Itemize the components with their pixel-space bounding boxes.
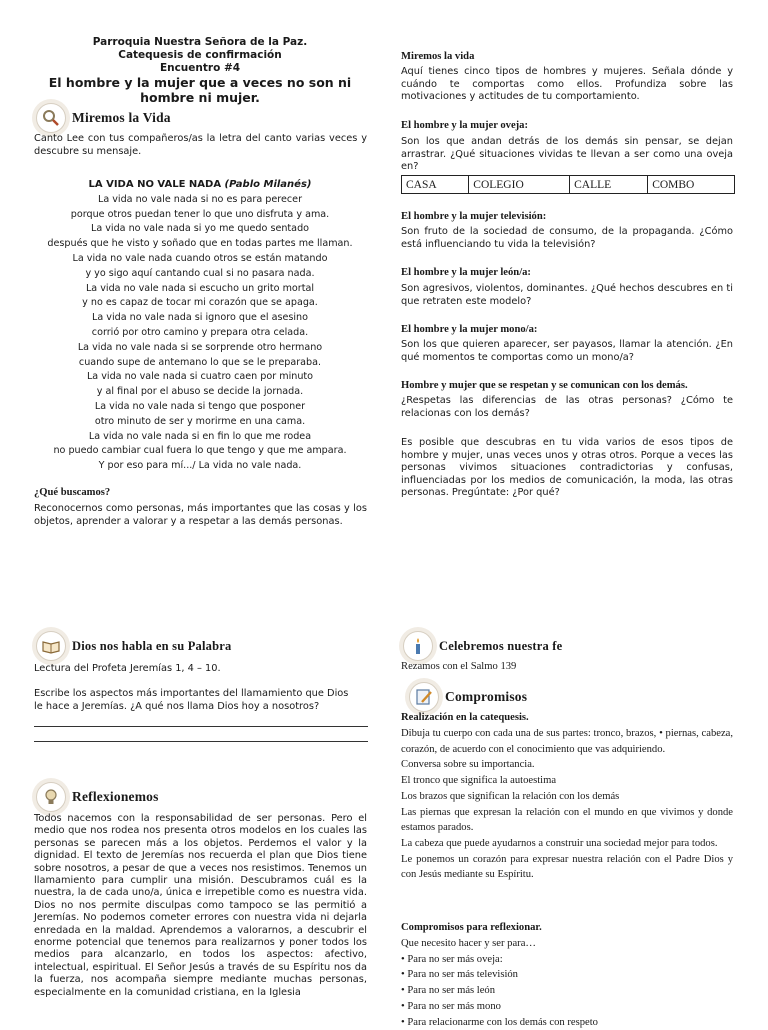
song-line: porque otros puedan tener lo que uno disfruta y ama. — [70, 208, 330, 220]
reflexionemos-section-header — [36, 782, 159, 812]
reflexionemos-text: Todos nacemos con la responsabilidad de ser personas. Pero el medio que nos rodea nos presenta otros modelos en los cuales las personas se parecen más a los objetos. Perdemos el valor y la dignidad. El texto de Jeremías nos recuerda el plan que Dios tiene sobre nosotros, a pesar de que a veces nos resistimos. Tenemos un llamamiento para cumplir una misión. Descubramos cuál es la nuestra, la de cada uno/a, única e irrepetible como es nuestra vida. Dios no nos permite disculpas como tampoco se las permitió a Jeremías. No podemos cometer errores con nuestra vida ni dejarla enredada en la maldad. Aprendemos a valorarnos, a descubrir el enorme potencial que tenemos para realizarnos y poner todos los medios para alcanzarlo, en todos los aspectos: afectivo, intelectual, espiritual. El Señor Jesús a través de su Espíritu nos da la fuerza, nos acompaña siempre mediante muchas personas, especialmente en la comunidad cristiana, en la Iglesia — [34, 813, 367, 998]
song-line: La vida no vale nada si ignoro que el asesino — [92, 312, 308, 324]
answer-line — [34, 741, 368, 742]
song-line: y al final por el abuso se decide la jornada. — [96, 386, 304, 398]
compromisos-section-header — [409, 682, 527, 712]
dios-title: Dios nos habla en su Palabra — [72, 638, 232, 653]
song-line: Y por eso para mí.../ La vida no vale nada. — [98, 460, 302, 472]
pencil-note-icon — [409, 682, 439, 712]
song-line: otro minuto de ser y morirme en una cama. — [94, 415, 306, 427]
place-cell: CASA — [402, 176, 469, 194]
list-item: • Para relacionarme con los demás con respeto — [401, 1016, 598, 1028]
compromisos-title: Compromisos — [445, 689, 528, 704]
place-cell: COLEGIO — [469, 176, 570, 194]
leon-text: Son agresivos, violentos, dominantes. ¿Qué hechos descubres en ti que retraten este modelo? — [401, 283, 733, 307]
song-title: LA VIDA NO VALE NADA — [88, 179, 222, 190]
oveja-title: El hombre y la mujer oveja: — [401, 120, 529, 131]
miremos-section-header — [36, 103, 171, 133]
list-item: • Para no ser más televisión — [401, 969, 518, 981]
dios-section-header — [36, 631, 231, 661]
song-line: La vida no vale nada si cuatro caen por minuto — [86, 371, 314, 383]
list-item: Conversa sobre su importancia. — [401, 759, 535, 771]
song-line: y yo sigo aquí cantando cual si no pasara nada. — [85, 267, 315, 279]
catechesis-name: Catequesis de confirmación — [118, 49, 282, 61]
book-icon — [36, 631, 66, 661]
place-cell: CALLE — [570, 176, 648, 194]
celebremos-title: Celebremos nuestra fe — [439, 638, 563, 653]
song-line: corrió por otro camino y prepara otra celada. — [91, 326, 309, 338]
mono-title: El hombre y la mujer mono/a: — [401, 324, 538, 335]
celebremos-text: Rezamos con el Salmo 139 — [401, 661, 517, 672]
buscamos-text: Reconocernos como personas, más importantes que las cosas y los objetos, aprender a valorar y a respetar a las demás personas. — [34, 503, 367, 527]
candle-icon — [403, 631, 433, 661]
list-item: Los brazos que significan la relación con los demás — [401, 790, 620, 802]
song-line: La vida no vale nada si no es para perecer — [97, 193, 303, 205]
closing-text: Es posible que descubras en tu vida varios de esos tipos de hombre y mujer, unas veces unos y otras otros. Porque a veces las personas vivimos situaciones contradictorias y confusas, influenciadas por los medios de comunicación, la moda, las otras personas. Pregúntate: ¿Por qué? — [401, 437, 733, 498]
song-line: después que he visto y soñado que en todas partes me llaman. — [47, 238, 353, 250]
song-line: La vida no vale nada si en fin lo que me rodea — [88, 430, 312, 442]
right-miremos-title: Miremos la vida — [401, 51, 475, 62]
song-line: La vida no vale nada si tengo que posponer — [94, 400, 306, 412]
leon-title: El hombre y la mujer león/a: — [401, 267, 531, 278]
miremos-intro: Canto Lee con tus compañeros/as la letra del canto varias veces y descubre su mensaje. — [34, 133, 367, 157]
song-line: y no es capaz de tocar mi corazón que se apaga. — [82, 297, 318, 309]
celebremos-section-header — [403, 631, 562, 661]
dios-prompt: Escribe los aspectos más importantes del llamamiento que Dios le hace a Jeremías. ¿A qué nos llama Dios hoy a nosotros? — [34, 688, 349, 712]
song-line: La vida no vale nada si escucho un grito mortal — [85, 282, 315, 294]
oveja-text: Son los que andan detrás de los demás sin pensar, se dejan arrastrar. ¿Qué situaciones vividas te llevan a ser como una oveja en? — [401, 136, 733, 172]
song-line: cuando supe de antemano lo que se le preparaba. — [78, 356, 322, 368]
compromisos-sub2: Compromisos para reflexionar. — [401, 922, 542, 933]
place-cell: COMBO — [648, 176, 735, 194]
reflexionemos-title: Reflexionemos — [72, 789, 159, 804]
list-item: La cabeza que puede ayudarnos a construir una sociedad mejor para todos. — [401, 837, 718, 849]
song-line: La vida no vale nada cuando otros se están matando — [72, 252, 328, 264]
list-item: El tronco que significa la autoestima — [401, 775, 557, 787]
song-line: La vida no vale nada si se sorprende otro hermano — [77, 341, 323, 353]
lightbulb-icon — [36, 782, 66, 812]
list-item: Las piernas que expresan la relación con el mundo en que vivimos y donde estamos parados. — [401, 806, 733, 834]
song-author: (Pablo Milanés) — [224, 179, 312, 190]
song — [30, 178, 370, 474]
compromisos-bullets — [401, 936, 733, 1030]
parish-name: Parroquia Nuestra Señora de la Paz. — [92, 36, 308, 48]
song-title-line — [30, 178, 370, 193]
tele-title: El hombre y la mujer televisión: — [401, 211, 547, 222]
document-header — [30, 36, 370, 105]
list-item: • Para no ser más mono — [401, 1000, 501, 1012]
song-line: no puedo cambiar cual fuera lo que tengo y que me ampara. — [53, 445, 347, 457]
miremos-title: Miremos la Vida — [72, 110, 171, 125]
answer-line — [34, 726, 368, 727]
list-item: Dibuja tu cuerpo con cada una de sus partes: tronco, brazos, • piernas, cabeza, corazón, de acuerdo con el conocimiento que vas adquiriendo. — [401, 728, 733, 755]
list-item: Le ponemos un corazón para expresar nuestra relación con el Padre Dios y con Jesús mediante su Espíritu. — [401, 853, 733, 881]
right-miremos-text: Aquí tienes cinco tipos de hombres y mujeres. Señala dónde y cuándo te comportas como ellos. Profundiza sobre las motivaciones y actitudes de tu comportamiento. — [401, 66, 733, 102]
buscamos-title: ¿Qué buscamos? — [34, 487, 111, 498]
meeting-number: Encuentro #4 — [159, 62, 241, 74]
list-item: • Para no ser más león — [401, 985, 496, 997]
places-table — [401, 175, 735, 194]
song-line: La vida no vale nada si yo me quedo sentado — [90, 223, 310, 235]
compromisos-lines — [401, 726, 733, 883]
respeto-title: Hombre y mujer que se respetan y se comunican con los demás. — [401, 380, 688, 391]
mono-text: Son los que quieren aparecer, ser payasos, llamar la atención. ¿En qué momentos te comportas como un mono/a? — [401, 339, 733, 363]
dios-reading: Lectura del Profeta Jeremías 1, 4 – 10. — [34, 663, 221, 674]
compromisos-sub1: Realización en la catequesis. — [401, 712, 529, 723]
respeto-text: ¿Respetas las diferencias de las otras personas? ¿Cómo te relacionas con los demás? — [401, 395, 733, 419]
page-title: El hombre y la mujer que a veces no son ni hombre ni mujer. — [48, 75, 352, 105]
table-row — [402, 176, 735, 194]
bullets-intro: Que necesito hacer y ser para… — [401, 938, 537, 949]
magnifier-icon — [36, 103, 66, 133]
tele-text: Son fruto de la sociedad de consumo, de la propaganda. ¿Cómo está influenciando tu vida la televisión? — [401, 226, 733, 250]
list-item: • Para no ser más oveja: — [401, 953, 503, 965]
